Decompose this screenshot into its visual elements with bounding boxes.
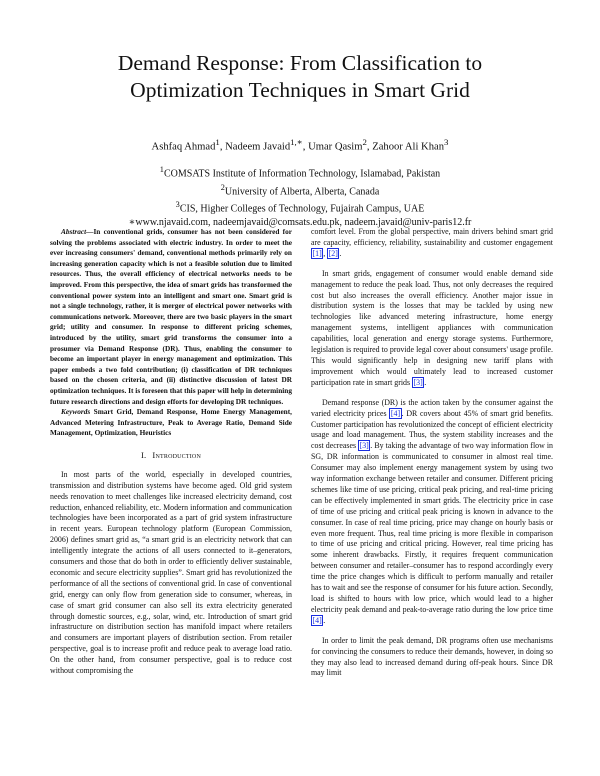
citation-link[interactable]: [4] (390, 408, 401, 418)
affiliation-line: $^3$CIS, Higher Colleges of Technology, Fujairah Campus, UAE (175, 200, 425, 215)
citation-link[interactable]: [1] (312, 248, 322, 258)
title-line-2: Optimization Techniques in Smart Grid (130, 78, 470, 102)
intro-paragraph-3: Demand response (DR) is the action taken by the consumer against the varied electricity prices [4] . DR covers about 45% of smart grid benefits. Customer participation has revolutionized the concept of efficient electricity usage and load management. Thus, the system stability increases and the cost decreases [3] . By taking the advantage of two way information flow in SG, DR information is communicated to consumer in almost real time. Consumer may also implement energy management system by using two way information exchange between retailer and consumer. Different pricing schemes like time of use pricing, critical peak pricing, and real-time pricing can be effectively implemented in smart grids. The electricity price in case of time of use pricing and critical peak pricing is known in advance to the consumer. In case of real time pricing, price may change on hourly basis or even more frequent. Thus, real time pricing is more flexible in comparison to time of use pricing and critical pricing. However, real time pricing has some inherent drawbacks. Firstly, it requires frequent communication between consumer and retailer–consumer has to respond accordingly every time the price changes which is difficult to perform manually and retailer has to wait and see the response of consumer for his future action. Secondly, load is shifted to hours with low price, which would lead to a higher electricity peak demand and peak-to-average ratio during the low price time [4] . (311, 397, 553, 625)
abstract-text: —In conventional grids, consumer has not been considered for solving the problems associated with electric industry. In order to meet the ever increasing consumers' demand, conventional methods primarily rely on increasing generation capacity which is not a feasible solution due to limited resources. Thus, the overall efficiency of electrical networks needs to be improved. From this perspective, the idea of smart grids has transformed the conventional power system into an intelligent and smart one. Smart grid is not a single technology, rather, it is merger of electrical power networks with communications network. Moreover, there are two basic players in the smart grid; utility and consumer. In response to different pricing schemes, introduced by the utility, smart grid transforms the consumer into a prosumer via Demand Response (DR). Thus, enabling the consumer to become an important player in energy management and optimization. This paper embeds a two fold contribution; (i) classification of DR techniques based on the chosen criteria, and (ii) distinctive discussion of latest DR optimization techniques. It is foreseen that this paper will help in determining future research directions and design efforts for developing DR techniques. (50, 227, 292, 406)
section-heading-introduction (50, 450, 292, 461)
keywords-text: Smart Grid, Demand Response, Home Energy Management, Advanced Metering Infrastructure, Peak to Average Ratio, Demand Side Management, Optimization, Heuristics (50, 407, 292, 438)
intro-paragraph-continued: comfort level. From the global perspective, main drivers behind smart grid are capacity, efficiency, reliability, sustainability and customer engagement [1] , [2] . (311, 227, 553, 258)
abstract (50, 227, 292, 407)
right-column (311, 227, 553, 679)
author-name: Zahoor Ali Khan (372, 141, 445, 153)
section-number: I. (140, 449, 147, 460)
author-affiliation-marker: 2 (362, 137, 367, 147)
citation-link[interactable]: [4] (312, 615, 322, 625)
title-line-1: Demand Response: From Classification to (117, 51, 483, 75)
intro-paragraph-1: In most parts of the world, especially in developed countries, transmission and distribution systems have become aged. Old grid system needs renovation to meet challenges like increased electricity demand, cost reduction, enhanced reliability, etc. Modern information and communication technologies have been incorporated as a part of grid system infrastructure in recent years. European technology platform (European Commission, 2006) defines smart grid as, “a smart grid is an electricity network that can intelligently integrate the actions of all users connected to it–generators, consumers and those that do both in order to efficiently deliver sustainable, economic and secure electricity supplies”. Smart grid has revolutionized the performance of all the sections of conventional grid. In case of conventional grid, energy can only flow from generation side to consumer, whereas, in case of smart grid consumer can also sell its extra electricity generated through domestic sources, e.g., solar, wind, etc. Introduction of smart grid infrastructure on distribution section has manifold impact where retailers and consumers are important players of distribution section. From retailer perspective, goal is to increase profit and reduce peak to average load ratio. On the other hand, from consumer perspective, goal is to reduce cost without compromising the (50, 469, 292, 676)
citation-link[interactable]: [2] (328, 248, 338, 258)
keywords (50, 407, 292, 439)
author-name: Ashfaq Ahmad (151, 141, 216, 153)
contact-emails: ∗www.njavaid.com, nadeemjavaid@comsats.edu.pk, nadeem.javaid@univ-paris12.fr (128, 217, 472, 229)
author-list: Ashfaq Ahmad$^1$, Nadeem Javaid$^{1,∗}$, Umar Qasim$^2$, Zahoor Ali Khan$^3$ (151, 137, 449, 153)
left-column (50, 227, 292, 677)
citation-link[interactable]: [3] (413, 377, 423, 387)
author-name: Nadeem Javaid (225, 141, 291, 153)
author-affiliation-marker: 3 (444, 137, 449, 147)
author-affiliation-marker: 1 (215, 137, 220, 147)
citation-link[interactable]: [3] (359, 441, 369, 451)
paper-title (40, 50, 560, 104)
intro-paragraph-4: In order to limit the peak demand, DR programs often use mechanisms for convincing the consumers to reduce their demands, however, in doing so they may also lead to increased demand during off-peak hours. Since DR may limit (311, 635, 553, 678)
section-title: Introduction (152, 449, 201, 460)
intro-paragraph-2: In smart grids, engagement of consumer would enable demand side management to reduce the peak load. Thus, not only decreases the required cost but also increases the overall efficiency. Another major issue in distribution system is the losses that may be tackled by using new technologies like advanced metering infrastructure, home energy management systems, intelligent appliances with communication capabilities, local generation and energy storage systems. Furthermore, legislation is required to provide legal cover about consumers' usage profile. This would significantly help in designing new tariff plans with improvement which would ultimately lead to increased customer participation rate in smart grids [3] . (311, 268, 553, 387)
affiliations (40, 163, 560, 230)
keywords-label: Keywords (61, 407, 91, 417)
abstract-label: Abstract (61, 227, 87, 236)
author-affiliation-marker: 1,∗ (290, 137, 303, 147)
affiliation-line: $^2$University of Alberta, Alberta, Canada (220, 182, 380, 198)
author-name: Umar Qasim (308, 141, 363, 153)
affiliation-line: $^1$COMSATS Institute of Information Technology, Islamabad, Pakistan (159, 165, 441, 180)
